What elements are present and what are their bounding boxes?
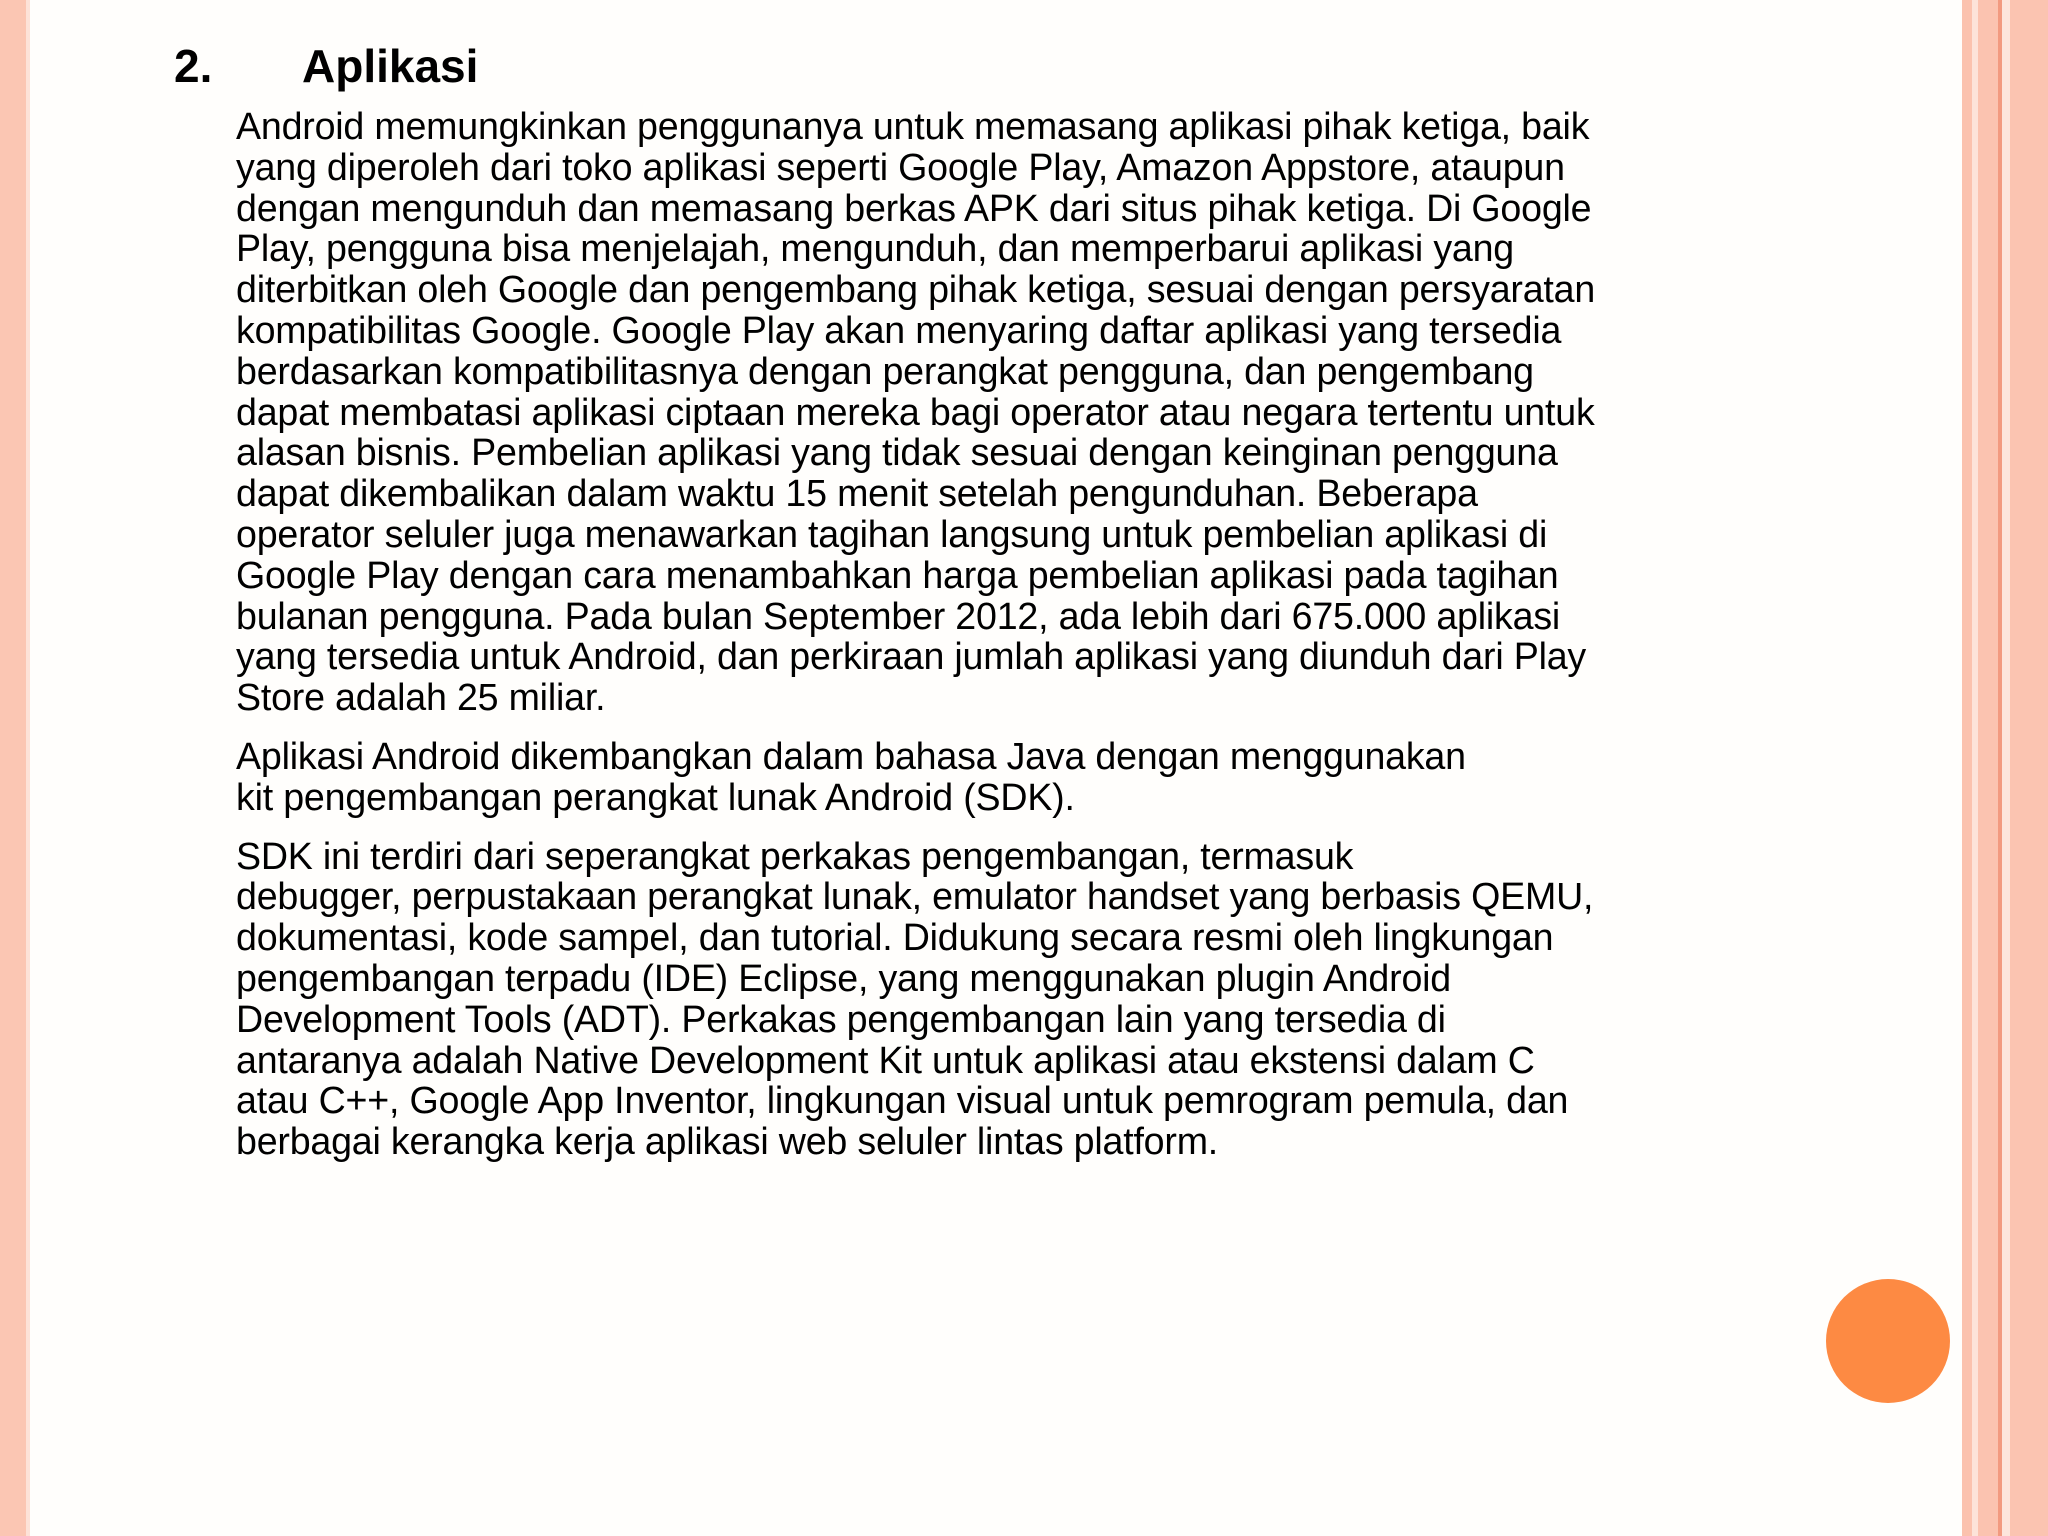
paragraph-sdk-tools — [236, 836, 1816, 1162]
text-line: dapat dikembalikan dalam waktu 15 menit setelah pengunduhan. Beberapa — [236, 472, 1478, 515]
text-line: yang tersedia untuk Android, dan perkiraan jumlah aplikasi yang diunduh dari Play — [236, 635, 1587, 678]
right-border-stripe — [2002, 0, 2010, 1536]
paragraph-apps-install — [236, 106, 1816, 718]
text-line: berbagai kerangka kerja aplikasi web seluler lintas platform. — [236, 1120, 1219, 1163]
text-line: Play, pengguna bisa menjelajah, mengunduh, dan memperbarui aplikasi yang — [236, 227, 1515, 270]
right-border-stripe — [2010, 0, 2048, 1536]
text-line: diterbitkan oleh Google dan pengembang pihak ketiga, sesuai dengan persyaratan — [236, 268, 1596, 311]
text-line: Android memungkinkan penggunanya untuk memasang aplikasi pihak ketiga, baik — [236, 105, 1590, 147]
text-line: kompatibilitas Google. Google Play akan menyaring daftar aplikasi yang tersedia — [236, 308, 1562, 351]
right-border-stripe — [1962, 0, 1972, 1536]
text-line: Development Tools (ADT). Perkakas pengembangan lain yang tersedia di — [236, 997, 1446, 1040]
text-line: Google Play dengan cara menambahkan harga pembelian aplikasi pada tagihan — [236, 553, 1559, 596]
text-line: debugger, perpustakaan perangkat lunak, emulator handset yang berbasis QEMU, — [236, 875, 1594, 918]
heading-number: 2. — [174, 40, 213, 92]
text-line: Store adalah 25 miliar. — [236, 676, 606, 719]
text-line: dokumentasi, kode sampel, dan tutorial. Didukung secara resmi oleh lingkungan — [236, 916, 1554, 959]
text-line: operator seluler juga menawarkan tagihan langsung untuk pembelian aplikasi di — [236, 512, 1548, 555]
text-line: SDK ini terdiri dari seperangkat perkakas pengembangan, termasuk — [236, 834, 1354, 877]
left-border-inner-stripe — [26, 0, 30, 1536]
body-text — [236, 106, 1816, 1162]
text-line: pengembangan terpadu (IDE) Eclipse, yang menggunakan plugin Android — [236, 956, 1451, 999]
left-border-stripe — [0, 0, 26, 1536]
text-line: atau C++, Google App Inventor, lingkungan visual untuk pemrogram pemula, dan — [236, 1079, 1569, 1122]
text-line: alasan bisnis. Pembelian aplikasi yang tidak sesuai dengan keinginan pengguna — [236, 431, 1558, 474]
text-line: kit pengembangan perangkat lunak Android (SDK). — [236, 775, 1075, 818]
text-line: bulanan pengguna. Pada bulan September 2012, ada lebih dari 675.000 aplikasi — [236, 594, 1561, 637]
slide-heading — [174, 38, 478, 94]
text-line: dengan mengunduh dan memasang berkas APK dari situs pihak ketiga. Di Google — [236, 186, 1592, 229]
text-line: yang diperoleh dari toko aplikasi seperti Google Play, Amazon Appstore, ataupun — [236, 145, 1565, 188]
right-border-stripe — [1978, 0, 1998, 1536]
text-line: dapat membatasi aplikasi ciptaan mereka bagi operator atau negara tertentu untuk — [236, 390, 1595, 433]
heading-title: Aplikasi — [302, 40, 479, 92]
paragraph-apps-java — [236, 736, 1816, 818]
decorative-circle — [1826, 1279, 1950, 1403]
text-line: Aplikasi Android dikembangkan dalam bahasa Java dengan menggunakan — [236, 734, 1466, 777]
text-line: antaranya adalah Native Development Kit untuk aplikasi atau ekstensi dalam C — [236, 1038, 1535, 1081]
text-line: berdasarkan kompatibilitasnya dengan perangkat pengguna, dan pengembang — [236, 349, 1534, 392]
